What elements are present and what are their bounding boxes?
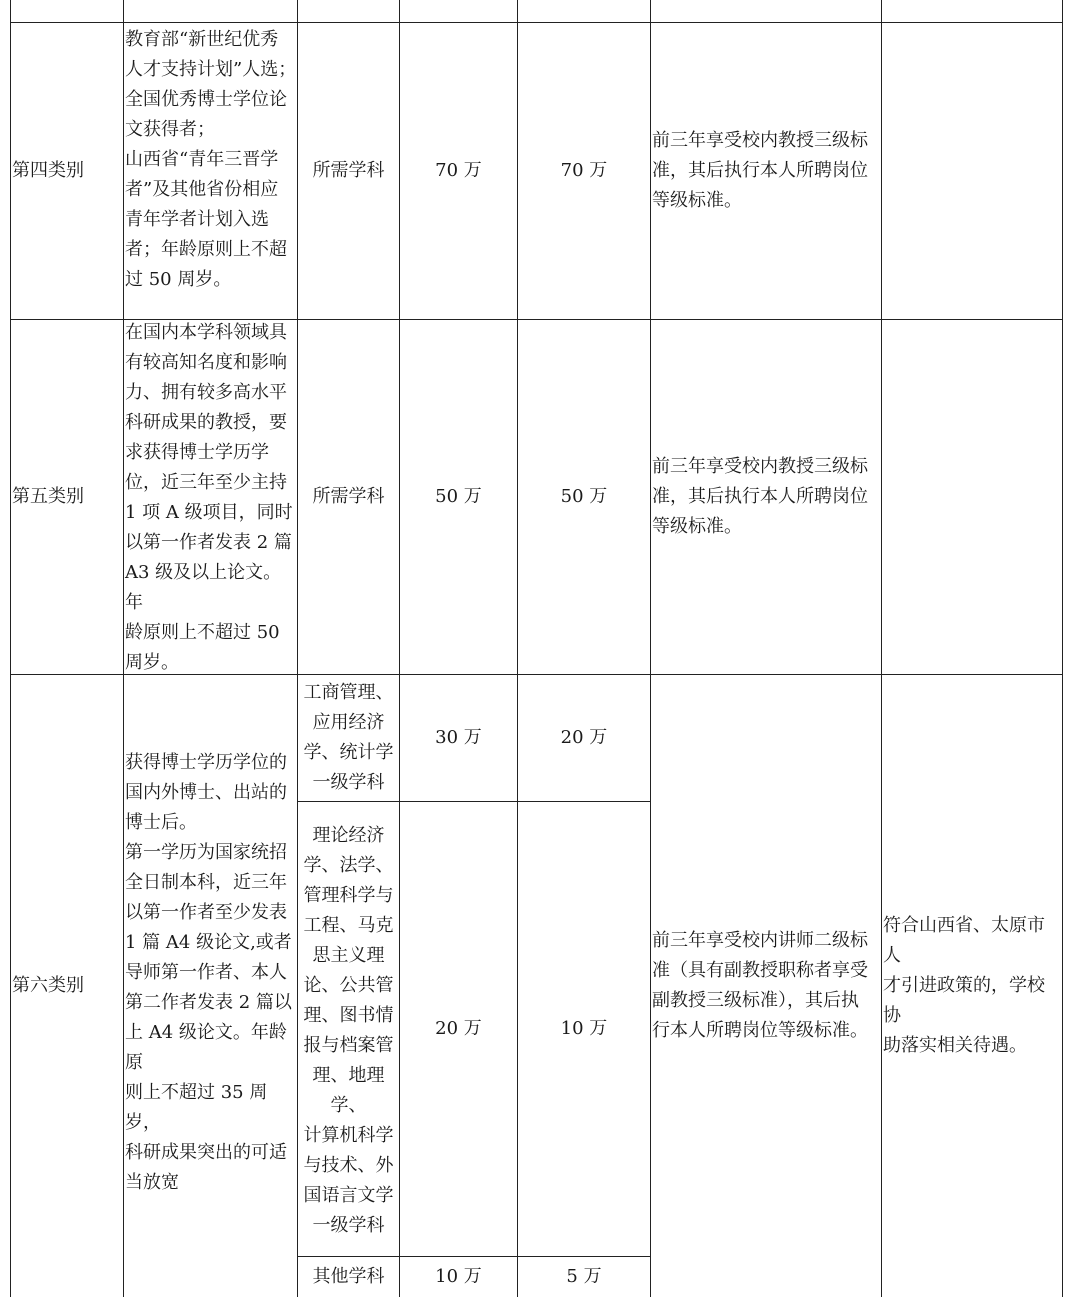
- column-divider-1: [123, 0, 124, 1297]
- row-5-amount-b: 50 万: [560, 486, 608, 507]
- row-6-sub-1-amount-a: 30 万: [435, 727, 482, 748]
- row-6-sub-1-discipline: 工商管理、 应用经济 学、统计学 一级学科: [303, 682, 394, 793]
- table-border-right: [1062, 0, 1063, 1297]
- row-6-sub-3-amount-a: 10 万: [435, 1266, 482, 1287]
- table-border-left: [10, 0, 11, 1297]
- row-6-other: 符合山西省、太原市人 才引进政策的，学校协 助落实相关待遇。: [883, 915, 1045, 1056]
- row-6-salary: 前三年享受校内讲师二级标 准（具有副教授职称者享受 副教授三级标准），其后执 行本人所聘岗位等级标准。: [652, 930, 868, 1041]
- row-6-sub-2-amount-a: 20 万: [435, 1018, 482, 1039]
- row-6-sub-2-amount-b: 10 万: [560, 1018, 608, 1039]
- row-5-discipline: 所需学科: [312, 486, 385, 507]
- row-6-sub-3-discipline: 其他学科: [312, 1266, 385, 1287]
- category-label: 第六类别: [12, 975, 84, 996]
- row-6-sub-3-amount-b: 5 万: [566, 1266, 602, 1287]
- category-label: 第四类别: [12, 160, 84, 181]
- row-4-discipline: 所需学科: [312, 160, 385, 181]
- row-4-salary: 前三年享受校内教授三级标 准，其后执行本人所聘岗位 等级标准。: [652, 130, 868, 211]
- row-6-category: [12, 675, 122, 1297]
- row-4-amount-a: 70 万: [435, 160, 482, 181]
- row-4-conditions: 教育部“新世纪优秀 人才支持计划”人选； 全国优秀博士学位论 文获得者； 山西省“青年三晋学 者”及其他省份相应 青年学者计划入选 者；年龄原则上不超 过 50 周岁。: [125, 29, 297, 290]
- row-4-category: [12, 23, 122, 319]
- category-label: 第五类别: [12, 486, 84, 507]
- column-divider-6: [881, 0, 882, 1297]
- row-5-category: [12, 320, 122, 674]
- row-5-conditions: 在国内本学科领域具 有较高知名度和影响 力、拥有较多高水平 科研成果的教授，要 求获得博士学历学 位，近三年至少主持 1 项 A 级项目，同时 以第一作者发表 2 篇 A3 级及以上论文。年 龄原则上不超过 50 周岁。: [125, 322, 293, 673]
- row-5-salary: 前三年享受校内教授三级标 准，其后执行本人所聘岗位 等级标准。: [652, 456, 868, 537]
- column-divider-5: [650, 0, 651, 1297]
- row-4-amount-b: 70 万: [560, 160, 608, 181]
- row-6-sub-2-discipline: 理论经济 学、法学、 管理科学与 工程、马克 思主义理 论、公共管 理、图书情 报与档案管 理、地理学、 计算机科学 与技术、外 国语言文学 一级学科: [303, 825, 394, 1236]
- row-5-amount-a: 50 万: [435, 486, 482, 507]
- row-6-sub-1-amount-b: 20 万: [560, 727, 608, 748]
- row-6-conditions: 获得博士学历学位的 国内外博士、出站的 博士后。 第一学历为国家统招 全日制本科，近三年 以第一作者至少发表 1 篇 A4 级论文,或者 导师第一作者、本人 第二作者发表 2 篇以 上 A4 级论文。年龄原 则上不超过 35 周岁， 科研成果突出的可适 当放宽: [125, 752, 292, 1193]
